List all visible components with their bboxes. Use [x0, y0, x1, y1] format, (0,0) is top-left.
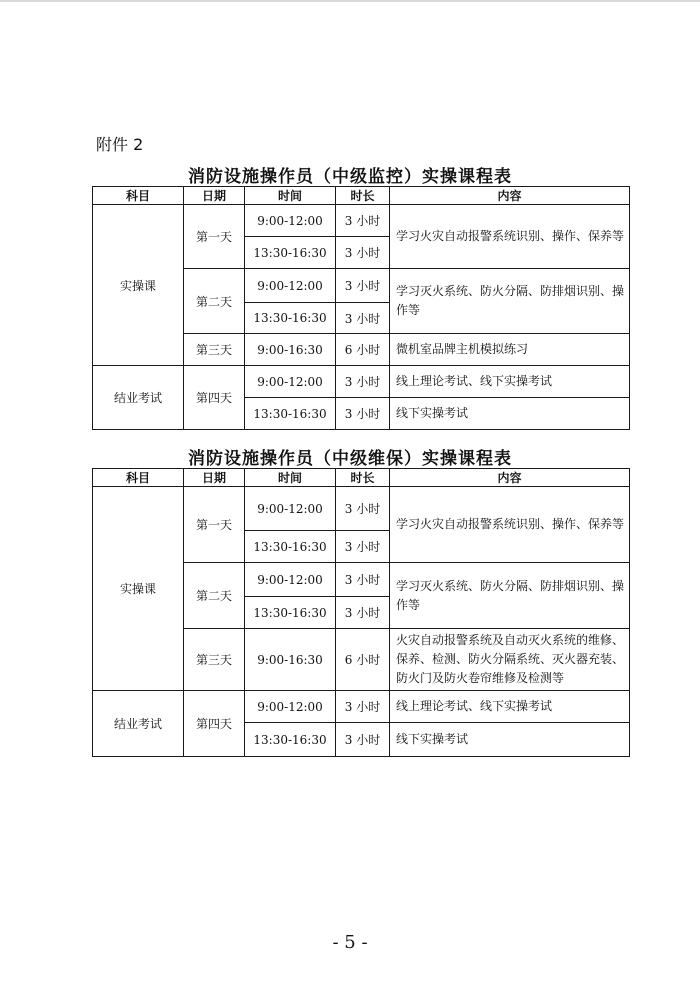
- time-cell: 9:00-12:00: [245, 563, 336, 597]
- content-cell: 微机室品牌主机模拟练习: [390, 334, 630, 366]
- time-cell: 9:00-12:00: [245, 269, 336, 303]
- header-date: 日期: [184, 187, 245, 205]
- table-row: [93, 691, 630, 723]
- duration-cell: 6 小时: [336, 629, 390, 691]
- time-cell: 9:00-12:00: [245, 366, 336, 398]
- content-cell: 学习火灾自动报警系统识别、操作、保养等: [390, 487, 630, 563]
- duration-cell: 3 小时: [336, 366, 390, 398]
- header-time: 时间: [245, 187, 336, 205]
- date-cell: 第四天: [184, 366, 245, 430]
- duration-cell: 3 小时: [336, 597, 390, 629]
- table-row: [93, 366, 630, 398]
- header-date: 日期: [184, 469, 245, 487]
- table2-title: 消防设施操作员（中级维保）实操课程表: [188, 449, 512, 469]
- table-row: [93, 487, 630, 531]
- duration-cell: 3 小时: [336, 487, 390, 531]
- time-cell: 13:30-16:30: [245, 237, 336, 269]
- date-cell: 第二天: [184, 563, 245, 629]
- schedule-table-monitoring: [92, 186, 630, 430]
- subject-cell: 实操课: [93, 487, 184, 691]
- content-cell: 线上理论考试、线下实操考试: [390, 691, 630, 723]
- time-cell: 9:00-12:00: [245, 691, 336, 723]
- content-cell: 火灾自动报警系统及自动灭火系统的维修、保养、检测、防火分隔系统、灭火器充装、防火门及防火卷帘维修及检测等: [390, 629, 630, 691]
- time-cell: 9:00-16:30: [245, 629, 336, 691]
- content-cell: 学习灭火系统、防火分隔、防排烟识别、操作等: [390, 269, 630, 334]
- content-cell: 学习火灾自动报警系统识别、操作、保养等: [390, 205, 630, 269]
- duration-cell: 6 小时: [336, 334, 390, 366]
- content-cell: 线下实操考试: [390, 398, 630, 430]
- content-cell: 线上理论考试、线下实操考试: [390, 366, 630, 398]
- duration-cell: 3 小时: [336, 563, 390, 597]
- date-cell: 第二天: [184, 269, 245, 334]
- header-duration: 时长: [336, 187, 390, 205]
- content-cell: 线下实操考试: [390, 723, 630, 757]
- duration-cell: 3 小时: [336, 269, 390, 303]
- schedule-table-maintenance: [92, 468, 630, 757]
- page-number: - 5 -: [332, 932, 368, 953]
- table1-title: 消防设施操作员（中级监控）实操课程表: [188, 167, 512, 187]
- header-content: 内容: [390, 469, 630, 487]
- time-cell: 9:00-12:00: [245, 205, 336, 237]
- header-time: 时间: [245, 469, 336, 487]
- duration-cell: 3 小时: [336, 237, 390, 269]
- time-cell: 13:30-16:30: [245, 398, 336, 430]
- date-cell: 第三天: [184, 334, 245, 366]
- duration-cell: 3 小时: [336, 723, 390, 757]
- subject-cell: 结业考试: [93, 691, 184, 757]
- duration-cell: 3 小时: [336, 691, 390, 723]
- subject-cell: 实操课: [93, 205, 184, 366]
- header-subject: 科目: [93, 469, 184, 487]
- date-cell: 第三天: [184, 629, 245, 691]
- table-row: [93, 205, 630, 237]
- time-cell: 13:30-16:30: [245, 723, 336, 757]
- subject-cell: 结业考试: [93, 366, 184, 430]
- content-cell: 学习灭火系统、防火分隔、防排烟识别、操作等: [390, 563, 630, 629]
- header-content: 内容: [390, 187, 630, 205]
- duration-cell: 3 小时: [336, 398, 390, 430]
- duration-cell: 3 小时: [336, 205, 390, 237]
- time-cell: 13:30-16:30: [245, 531, 336, 563]
- header-duration: 时长: [336, 469, 390, 487]
- time-cell: 9:00-12:00: [245, 487, 336, 531]
- table-header-row: [93, 469, 630, 487]
- table-header-row: [93, 187, 630, 205]
- time-cell: 13:30-16:30: [245, 597, 336, 629]
- date-cell: 第四天: [184, 691, 245, 757]
- duration-cell: 3 小时: [336, 303, 390, 334]
- attachment-label: 附件 2: [96, 135, 144, 154]
- time-cell: 9:00-16:30: [245, 334, 336, 366]
- header-subject: 科目: [93, 187, 184, 205]
- date-cell: 第一天: [184, 487, 245, 563]
- time-cell: 13:30-16:30: [245, 303, 336, 334]
- date-cell: 第一天: [184, 205, 245, 269]
- duration-cell: 3 小时: [336, 531, 390, 563]
